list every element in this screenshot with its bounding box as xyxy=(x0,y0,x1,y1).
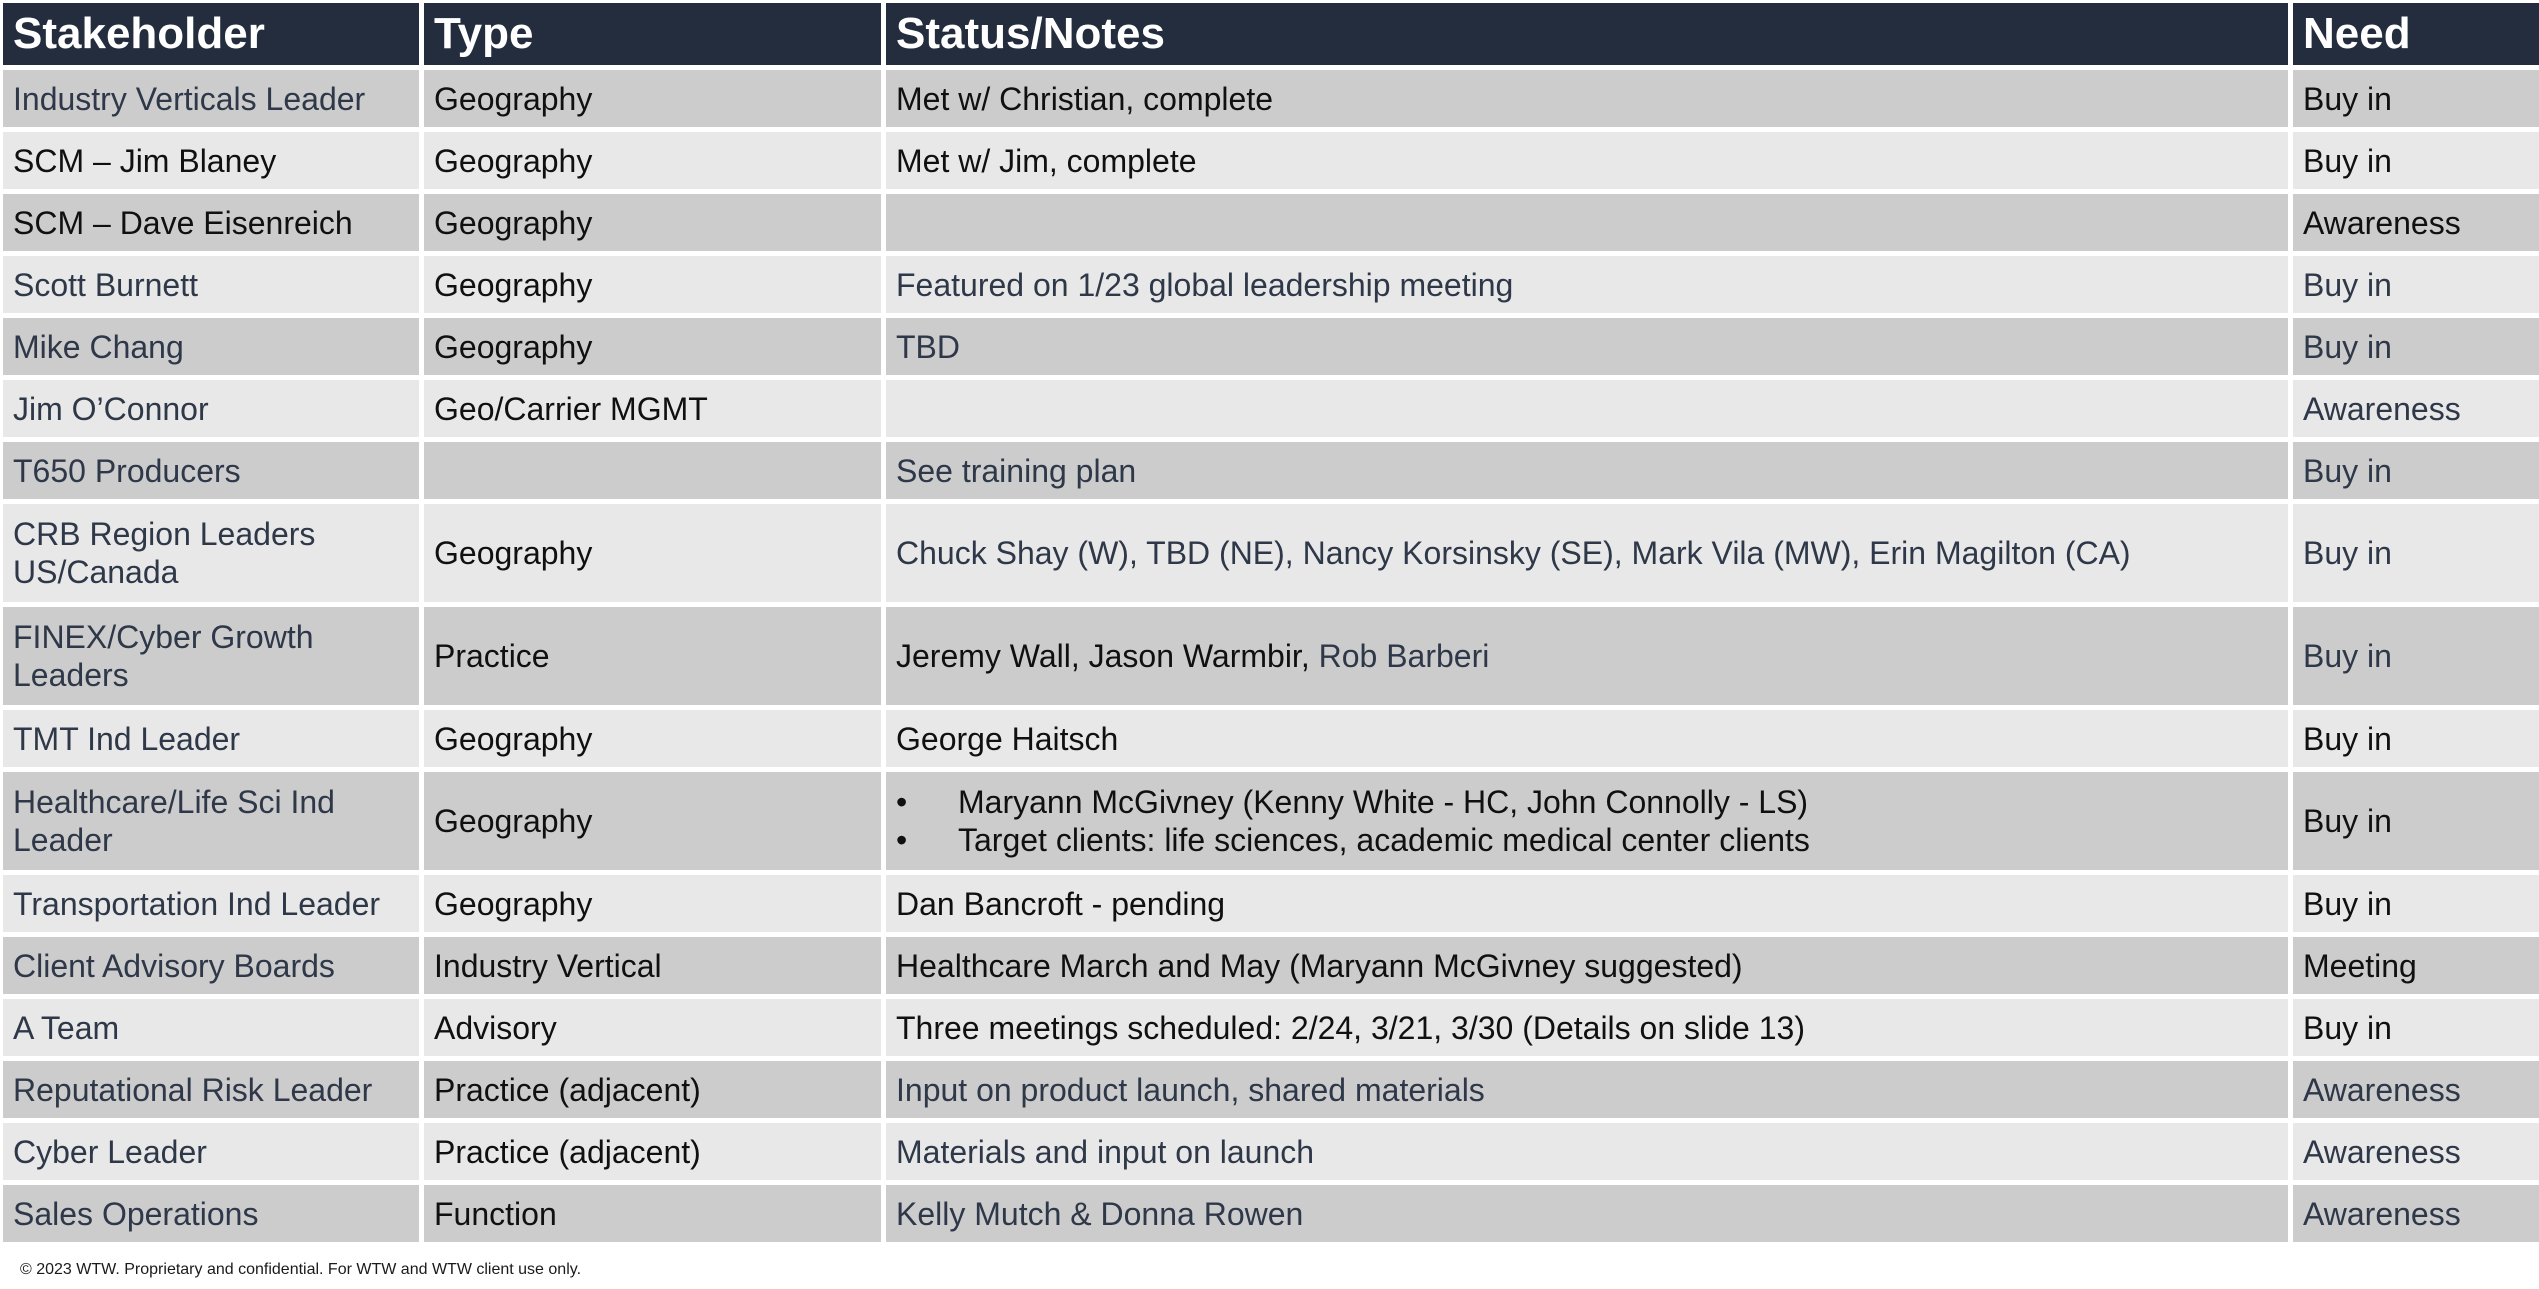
status-cell: Healthcare March and May (Maryann McGivney suggested) xyxy=(886,937,2288,994)
bullet-icon: • xyxy=(896,784,908,820)
status-cell: Dan Bancroft - pending xyxy=(886,875,2288,932)
status-text-part: Jeremy Wall, Jason Warmbir, xyxy=(896,638,1319,674)
stakeholder-cell: Jim O’Connor xyxy=(3,380,419,437)
table-row xyxy=(3,1123,2539,1180)
table-row xyxy=(3,256,2539,313)
status-cell: Three meetings scheduled: 2/24, 3/21, 3/30 (Details on slide 13) xyxy=(886,999,2288,1056)
status-cell: George Haitsch xyxy=(886,710,2288,767)
need-cell: Awareness xyxy=(2293,1185,2539,1242)
type-cell: Geography xyxy=(424,504,881,602)
need-cell: Buy in xyxy=(2293,710,2539,767)
need-cell: Buy in xyxy=(2293,875,2539,932)
stakeholder-cell: A Team xyxy=(3,999,419,1056)
status-cell: TBD xyxy=(886,318,2288,375)
status-text-part: Rob Barberi xyxy=(1318,638,1490,674)
need-cell: Awareness xyxy=(2293,1123,2539,1180)
type-cell: Geography xyxy=(424,70,881,127)
bullet-text: Target clients: life sciences, academic medical center clients xyxy=(958,822,1810,858)
need-cell: Awareness xyxy=(2293,1061,2539,1118)
stakeholder-cell: Mike Chang xyxy=(3,318,419,375)
need-cell: Buy in xyxy=(2293,999,2539,1056)
type-cell: Geography xyxy=(424,710,881,767)
column-header-type: Type xyxy=(424,3,881,65)
table-row xyxy=(3,710,2539,767)
type-cell: Geography xyxy=(424,256,881,313)
table-row xyxy=(3,875,2539,932)
stakeholder-cell: Client Advisory Boards xyxy=(3,937,419,994)
need-cell: Buy in xyxy=(2293,256,2539,313)
type-cell: Industry Vertical xyxy=(424,937,881,994)
status-cell: Input on product launch, shared materials xyxy=(886,1061,2288,1118)
need-cell: Buy in xyxy=(2293,607,2539,705)
status-cell xyxy=(886,772,2288,870)
stakeholder-cell: CRB Region Leaders US/Canada xyxy=(3,504,419,602)
type-cell xyxy=(424,442,881,499)
stakeholder-cell: Sales Operations xyxy=(3,1185,419,1242)
column-header-need: Need xyxy=(2293,3,2539,65)
bullet-icon: • xyxy=(896,822,908,858)
need-cell: Buy in xyxy=(2293,70,2539,127)
table-row xyxy=(3,380,2539,437)
column-header-status-notes: Status/Notes xyxy=(886,3,2288,65)
table-row xyxy=(3,1185,2539,1242)
stakeholder-cell: T650 Producers xyxy=(3,442,419,499)
type-cell: Geography xyxy=(424,875,881,932)
need-cell: Buy in xyxy=(2293,318,2539,375)
table-row xyxy=(3,937,2539,994)
stakeholder-cell: Transportation Ind Leader xyxy=(3,875,419,932)
table-row xyxy=(3,132,2539,189)
table-row xyxy=(3,318,2539,375)
need-cell: Awareness xyxy=(2293,380,2539,437)
stakeholder-cell: Scott Burnett xyxy=(3,256,419,313)
bullet-text: Maryann McGivney (Kenny White - HC, John Connolly - LS) xyxy=(958,784,1809,820)
type-cell: Practice xyxy=(424,607,881,705)
type-cell: Geography xyxy=(424,772,881,870)
type-cell: Function xyxy=(424,1185,881,1242)
status-cell: See training plan xyxy=(886,442,2288,499)
status-cell: Met w/ Christian, complete xyxy=(886,70,2288,127)
status-cell: Materials and input on launch xyxy=(886,1123,2288,1180)
status-cell xyxy=(886,380,2288,437)
copyright-footer: © 2023 WTW. Proprietary and confidential. For WTW and WTW client use only. xyxy=(20,1261,582,1278)
status-cell: Chuck Shay (W), TBD (NE), Nancy Korsinsky (SE), Mark Vila (MW), Erin Magilton (CA) xyxy=(886,504,2288,602)
type-cell: Geography xyxy=(424,318,881,375)
table-row xyxy=(3,772,2539,870)
status-bullet-list xyxy=(896,783,2278,859)
table-row xyxy=(3,194,2539,251)
stakeholder-cell: SCM – Jim Blaney xyxy=(3,132,419,189)
status-cell xyxy=(886,607,2288,705)
stakeholder-cell: Cyber Leader xyxy=(3,1123,419,1180)
need-cell: Buy in xyxy=(2293,772,2539,870)
status-cell xyxy=(886,194,2288,251)
list-item xyxy=(896,821,2278,859)
need-cell: Buy in xyxy=(2293,132,2539,189)
stakeholder-cell: SCM – Dave Eisenreich xyxy=(3,194,419,251)
table-header-row xyxy=(3,3,2539,65)
type-cell: Practice (adjacent) xyxy=(424,1061,881,1118)
list-item xyxy=(896,783,2278,821)
type-cell: Geo/Carrier MGMT xyxy=(424,380,881,437)
table-row xyxy=(3,1061,2539,1118)
need-cell: Awareness xyxy=(2293,194,2539,251)
type-cell: Practice (adjacent) xyxy=(424,1123,881,1180)
column-header-stakeholder: Stakeholder xyxy=(3,3,419,65)
table-row xyxy=(3,442,2539,499)
status-cell: Met w/ Jim, complete xyxy=(886,132,2288,189)
type-cell: Geography xyxy=(424,132,881,189)
stakeholder-cell: TMT Ind Leader xyxy=(3,710,419,767)
table-row xyxy=(3,504,2539,602)
type-cell: Geography xyxy=(424,194,881,251)
status-cell: Featured on 1/23 global leadership meeting xyxy=(886,256,2288,313)
stakeholder-cell: Healthcare/Life Sci Ind Leader xyxy=(3,772,419,870)
stakeholder-table-container xyxy=(3,3,2536,1247)
need-cell: Buy in xyxy=(2293,504,2539,602)
stakeholder-cell: Industry Verticals Leader xyxy=(3,70,419,127)
stakeholder-cell: Reputational Risk Leader xyxy=(3,1061,419,1118)
stakeholder-cell: FINEX/Cyber Growth Leaders xyxy=(3,607,419,705)
status-cell: Kelly Mutch & Donna Rowen xyxy=(886,1185,2288,1242)
type-cell: Advisory xyxy=(424,999,881,1056)
table-row xyxy=(3,70,2539,127)
table-row xyxy=(3,607,2539,705)
need-cell: Meeting xyxy=(2293,937,2539,994)
table-row xyxy=(3,999,2539,1056)
need-cell: Buy in xyxy=(2293,442,2539,499)
